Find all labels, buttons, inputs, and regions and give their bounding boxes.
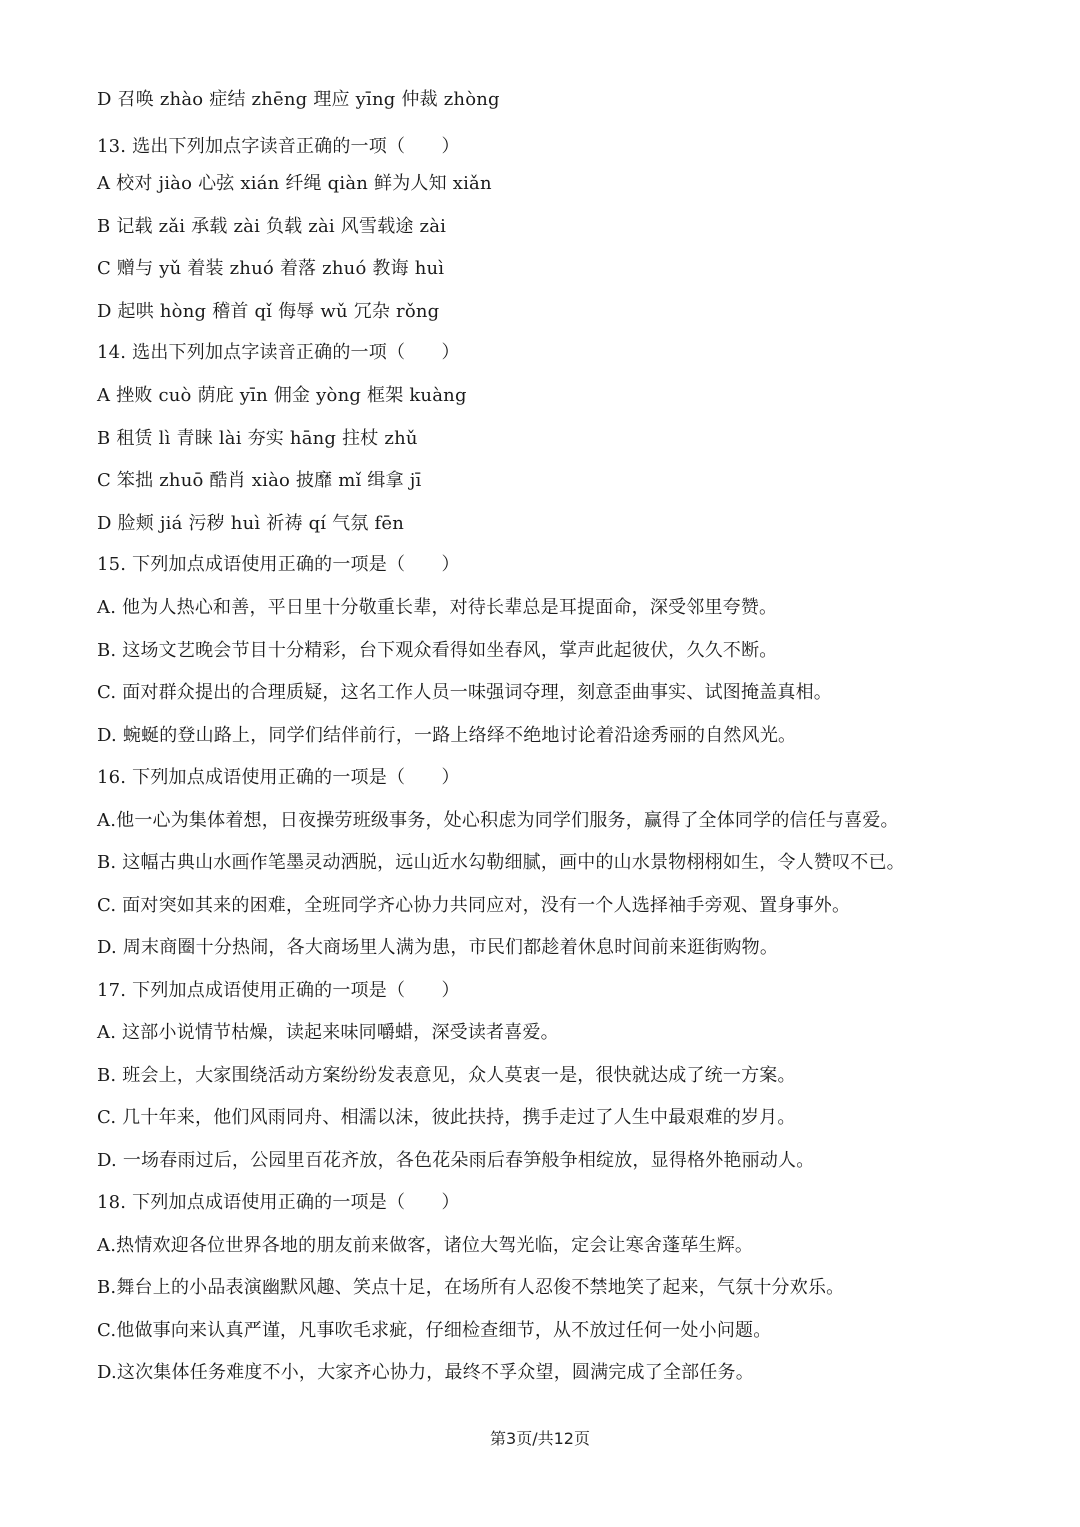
option-line: D 起哄 hòng 稽首 qǐ 侮辱 wǔ 冗杂 rǒng bbox=[97, 301, 440, 322]
option-line: B. 班会上，大家围绕活动方案纷纷发表意见，众人莫衷一是，很快就达成了统一方案。 bbox=[97, 1065, 796, 1086]
option-line: B 租赁 lì 青睐 lài 夯实 hāng 拄杖 zhǔ bbox=[97, 428, 418, 449]
question-13-stem: 13. 选出下列加点字读音正确的一项（ ） bbox=[97, 136, 460, 157]
option-line: D. 蜿蜒的登山路上，同学们结伴前行，一路上络绎不绝地讨论着沿途秀丽的自然风光。 bbox=[97, 725, 797, 746]
option-line: C. 面对群众提出的合理质疑，这名工作人员一味强词夺理，刻意歪曲事实、试图掩盖真相。 bbox=[97, 682, 832, 703]
question-14-stem: 14. 选出下列加点字读音正确的一项（ ） bbox=[97, 342, 460, 363]
option-line: C. 面对突如其来的困难，全班同学齐心协力共同应对，没有一个人选择袖手旁观、置身事外。 bbox=[97, 895, 851, 916]
text-line: D 召唤 zhào 症结 zhēng 理应 yīng 仲裁 zhòng bbox=[97, 89, 500, 110]
option-line: B. 这场文艺晚会节目十分精彩，台下观众看得如坐春风，掌声此起彼伏，久久不断。 bbox=[97, 640, 778, 661]
option-line: C. 几十年来，他们风雨同舟、相濡以沫，彼此扶持，携手走过了人生中最艰难的岁月。 bbox=[97, 1107, 796, 1128]
option-line: C 赠与 yǔ 着装 zhuó 着落 zhuó 教诲 huì bbox=[97, 258, 445, 279]
question-15-stem: 15. 下列加点成语使用正确的一项是（ ） bbox=[97, 554, 460, 575]
question-16-stem: 16. 下列加点成语使用正确的一项是（ ） bbox=[97, 767, 460, 788]
question-17-stem: 17. 下列加点成语使用正确的一项是（ ） bbox=[97, 980, 460, 1001]
option-line: B. 这幅古典山水画作笔墨灵动洒脱，远山近水勾勒细腻，画中的山水景物栩栩如生，令人赞叹不已。 bbox=[97, 852, 905, 873]
option-line: A 挫败 cuò 荫庇 yīn 佣金 yòng 框架 kuàng bbox=[97, 385, 467, 406]
option-line: D. 周末商圈十分热闹，各大商场里人满为患，市民们都趁着休息时间前来逛街购物。 bbox=[97, 937, 779, 958]
option-line: C.他做事向来认真严谨，凡事吹毛求疵，仔细检查细节，从不放过任何一处小问题。 bbox=[97, 1320, 772, 1341]
option-line: D.这次集体任务难度不小，大家齐心协力，最终不孚众望，圆满完成了全部任务。 bbox=[97, 1362, 754, 1383]
option-line: D. 一场春雨过后，公园里百花齐放，各色花朵雨后春笋般争相绽放，显得格外艳丽动人。 bbox=[97, 1150, 815, 1171]
option-line: B.舞台上的小品表演幽默风趣、笑点十足，在场所有人忍俊不禁地笑了起来，气氛十分欢乐。 bbox=[97, 1277, 845, 1298]
page-number: 第3页/共12页 bbox=[490, 1429, 590, 1448]
option-line: A.热情欢迎各位世界各地的朋友前来做客，诸位大驾光临，定会让寒舍蓬荜生辉。 bbox=[97, 1235, 754, 1256]
option-line: C 笨拙 zhuō 酷肖 xiào 披靡 mǐ 缉拿 jī bbox=[97, 470, 422, 491]
option-line: D 脸颊 jiá 污秽 huì 祈祷 qí 气氛 fēn bbox=[97, 513, 405, 534]
option-line: A.他一心为集体着想，日夜操劳班级事务，处心积虑为同学们服务，赢得了全体同学的信任与喜爱。 bbox=[97, 810, 899, 831]
option-line: A. 这部小说情节枯燥，读起来味同嚼蜡，深受读者喜爱。 bbox=[97, 1022, 559, 1043]
option-line: A 校对 jiào 心弦 xián 纤绳 qiàn 鲜为人知 xiǎn bbox=[97, 173, 492, 194]
option-line: A. 他为人热心和善，平日里十分敬重长辈，对待长辈总是耳提面命，深受邻里夸赞。 bbox=[97, 597, 778, 618]
question-18-stem: 18. 下列加点成语使用正确的一项是（ ） bbox=[97, 1192, 460, 1213]
option-line: B 记载 zǎi 承载 zài 负载 zài 风雪载途 zài bbox=[97, 216, 447, 237]
